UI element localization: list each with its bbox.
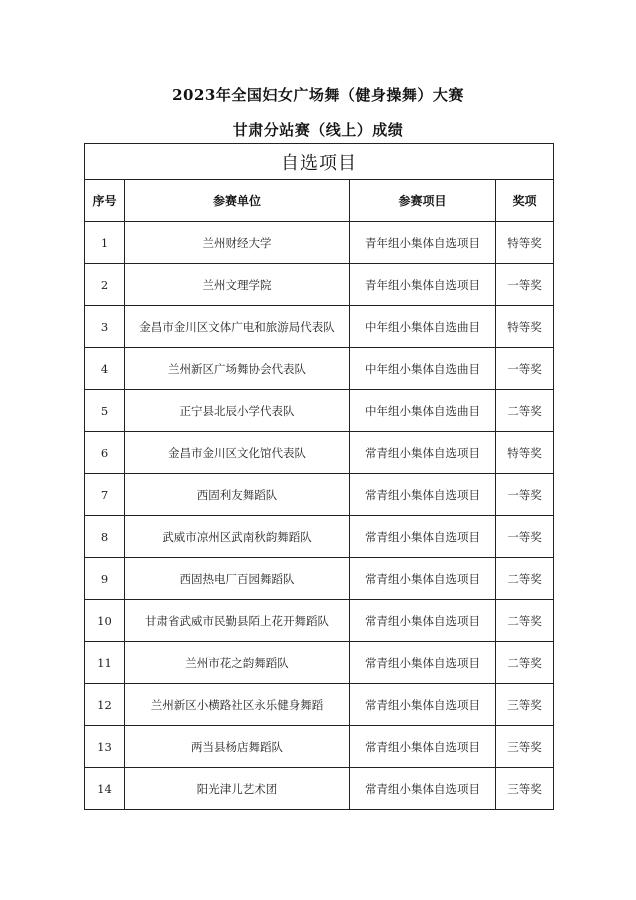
results-table-body bbox=[85, 144, 554, 810]
table-row bbox=[85, 642, 554, 684]
table-row bbox=[85, 306, 554, 348]
row-number-cell: 7 bbox=[85, 474, 125, 516]
award-cell: 一等奖 bbox=[496, 516, 554, 558]
header-item: 参赛项目 bbox=[350, 180, 496, 222]
unit-cell: 正宁县北辰小学代表队 bbox=[125, 390, 350, 432]
table-row bbox=[85, 390, 554, 432]
award-cell: 一等奖 bbox=[496, 264, 554, 306]
unit-cell: 兰州市花之韵舞蹈队 bbox=[125, 642, 350, 684]
item-cell: 中年组小集体自选曲目 bbox=[350, 306, 496, 348]
table-row bbox=[85, 558, 554, 600]
row-number-cell: 2 bbox=[85, 264, 125, 306]
award-cell: 三等奖 bbox=[496, 684, 554, 726]
table-row bbox=[85, 348, 554, 390]
row-number-cell: 13 bbox=[85, 726, 125, 768]
item-cell: 常青组小集体自选项目 bbox=[350, 474, 496, 516]
document-subtitle: 甘肃分站赛（线上）成绩 bbox=[232, 121, 404, 139]
award-cell: 特等奖 bbox=[496, 222, 554, 264]
header-no: 序号 bbox=[85, 180, 125, 222]
item-cell: 常青组小集体自选项目 bbox=[350, 768, 496, 810]
row-number-cell: 1 bbox=[85, 222, 125, 264]
award-cell: 特等奖 bbox=[496, 306, 554, 348]
item-cell: 青年组小集体自选项目 bbox=[350, 222, 496, 264]
unit-cell: 金昌市金川区文化馆代表队 bbox=[125, 432, 350, 474]
row-number-cell: 8 bbox=[85, 516, 125, 558]
row-number-cell: 14 bbox=[85, 768, 125, 810]
unit-cell: 西固热电厂百园舞蹈队 bbox=[125, 558, 350, 600]
table-row bbox=[85, 600, 554, 642]
item-cell: 常青组小集体自选项目 bbox=[350, 516, 496, 558]
item-cell: 中年组小集体自选曲目 bbox=[350, 348, 496, 390]
row-number-cell: 11 bbox=[85, 642, 125, 684]
unit-cell: 甘肃省武威市民勤县陌上花开舞蹈队 bbox=[125, 600, 350, 642]
row-number-cell: 9 bbox=[85, 558, 125, 600]
item-cell: 常青组小集体自选项目 bbox=[350, 684, 496, 726]
row-number-cell: 6 bbox=[85, 432, 125, 474]
award-cell: 三等奖 bbox=[496, 726, 554, 768]
award-cell: 二等奖 bbox=[496, 390, 554, 432]
unit-cell: 兰州文理学院 bbox=[125, 264, 350, 306]
header-award: 奖项 bbox=[496, 180, 554, 222]
item-cell: 中年组小集体自选曲目 bbox=[350, 390, 496, 432]
table-row bbox=[85, 516, 554, 558]
unit-cell: 两当县杨店舞蹈队 bbox=[125, 726, 350, 768]
item-cell: 常青组小集体自选项目 bbox=[350, 558, 496, 600]
row-number-cell: 5 bbox=[85, 390, 125, 432]
award-cell: 二等奖 bbox=[496, 558, 554, 600]
table-row bbox=[85, 684, 554, 726]
table-row bbox=[85, 264, 554, 306]
unit-cell: 西固利友舞蹈队 bbox=[125, 474, 350, 516]
table-row bbox=[85, 768, 554, 810]
row-number-cell: 12 bbox=[85, 684, 125, 726]
item-cell: 常青组小集体自选项目 bbox=[350, 600, 496, 642]
award-cell: 三等奖 bbox=[496, 768, 554, 810]
unit-cell: 兰州财经大学 bbox=[125, 222, 350, 264]
section-row bbox=[85, 144, 554, 180]
unit-cell: 兰州新区广场舞协会代表队 bbox=[125, 348, 350, 390]
document-title: 2023年全国妇女广场舞（健身操舞）大赛 bbox=[172, 86, 464, 104]
item-cell: 常青组小集体自选项目 bbox=[350, 726, 496, 768]
award-cell: 二等奖 bbox=[496, 642, 554, 684]
table-row bbox=[85, 432, 554, 474]
item-cell: 常青组小集体自选项目 bbox=[350, 642, 496, 684]
unit-cell: 金昌市金川区文体广电和旅游局代表队 bbox=[125, 306, 350, 348]
award-cell: 一等奖 bbox=[496, 348, 554, 390]
award-cell: 特等奖 bbox=[496, 432, 554, 474]
header-unit: 参赛单位 bbox=[125, 180, 350, 222]
section-title: 自选项目 bbox=[85, 144, 554, 180]
results-table bbox=[84, 143, 554, 810]
table-row bbox=[85, 222, 554, 264]
row-number-cell: 4 bbox=[85, 348, 125, 390]
row-number-cell: 10 bbox=[85, 600, 125, 642]
unit-cell: 阳光津儿艺术团 bbox=[125, 768, 350, 810]
item-cell: 常青组小集体自选项目 bbox=[350, 432, 496, 474]
unit-cell: 兰州新区小横路社区永乐健身舞蹈 bbox=[125, 684, 350, 726]
unit-cell: 武威市凉州区武南秋韵舞蹈队 bbox=[125, 516, 350, 558]
item-cell: 青年组小集体自选项目 bbox=[350, 264, 496, 306]
award-cell: 一等奖 bbox=[496, 474, 554, 516]
table-row bbox=[85, 726, 554, 768]
table-row bbox=[85, 474, 554, 516]
header-row bbox=[85, 180, 554, 222]
row-number-cell: 3 bbox=[85, 306, 125, 348]
award-cell: 二等奖 bbox=[496, 600, 554, 642]
